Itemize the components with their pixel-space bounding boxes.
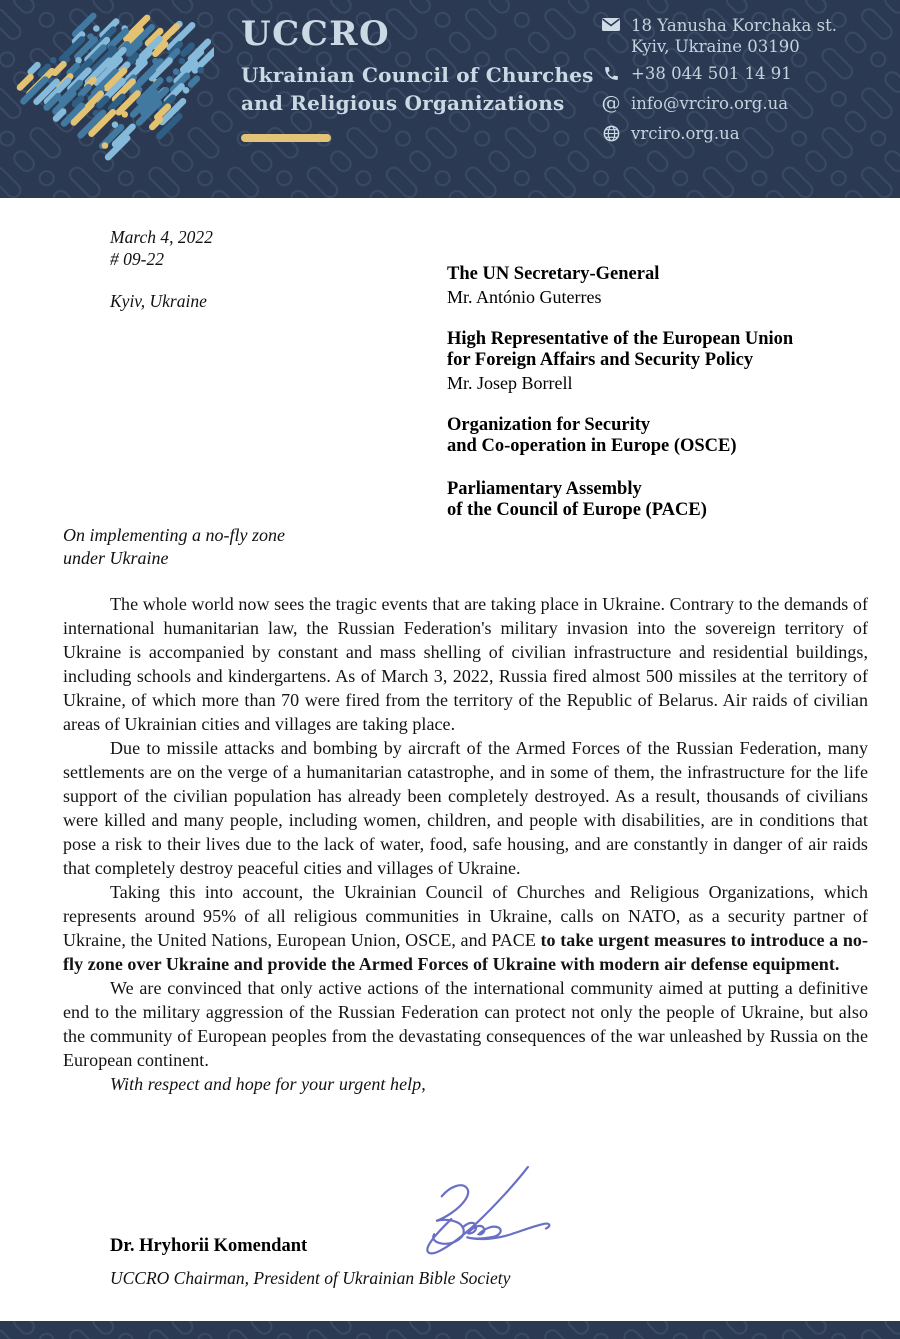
phone-icon [601, 63, 621, 82]
envelope-icon [601, 15, 621, 32]
subject-line: On implementing a no-fly zone under Ukraine [63, 525, 285, 568]
contact-website-row [601, 123, 837, 144]
org-acronym: UCCRO [241, 14, 391, 54]
at-icon: @ [601, 92, 621, 114]
contact-address-row [601, 15, 837, 57]
signer-name: Dr. Hryhorii Komendant [110, 1236, 308, 1256]
paragraph-1: The whole world now sees the tragic events that are taking place in Ukraine. Contrary to the demands of international humanitarian law, the Russian Federation's military invasion into the sovereign territory of Ukraine is accompanied by constant and mass shelling of civilian infrastructure and residential buildings, including schools and kindergartens. As of March 3, 2022, Russia fired almost 500 missiles at the territory of Ukraine, of which more than 70 were fired from the territory of the Republic of Belarus. Air raids of civilian areas of Ukrainian cities and villages are taking place. [63, 594, 868, 734]
brand-block [241, 12, 594, 142]
closing-line: With respect and hope for your urgent help, [110, 1074, 426, 1094]
footer-pattern [0, 1321, 900, 1339]
org-name-line2: and Religious Organizations [241, 91, 565, 115]
contact-email: info@vrciro.org.ua [631, 94, 789, 113]
globe-icon [601, 123, 621, 142]
contact-email-row [601, 93, 837, 114]
footer-bar [0, 1321, 900, 1339]
paragraph-2: Due to missile attacks and bombing by aircraft of the Armed Forces of the Russian Federation, many settlements are on the verge of a humanitarian catastrophe, and in some of them, the infrastructure for the life support of the civilian population has already been completely destroyed. As a result, thousands of civilians were killed and many people, including women, children, and people with disabilities, are in conditions that pose a risk to their lives due to the lack of water, food, safe housing, and are constantly in danger of air raids that completely destroy peaceful cities and villages of Ukraine. [63, 738, 868, 878]
org-name-line1: Ukrainian Council of Churches [241, 63, 594, 87]
recipient-eu: High Representative of the European Union for Foreign Affairs and Security Policy Mr. Josep Borrell [447, 328, 794, 393]
contact-phone-row [601, 63, 837, 84]
letter-text [63, 592, 868, 1096]
contact-address: 18 Yanusha Korchaka st. Kyiv, Ukraine 03190 [631, 16, 837, 56]
signer-title: UCCRO Chairman, President of Ukrainian Bible Society [110, 1268, 511, 1288]
recipient-osce: Organization for Security and Co-operation in Europe (OSCE) [447, 414, 737, 456]
paragraph-3: Taking this into account, the Ukrainian Council of Churches and Religious Organizations, which represents around 95% of all religious communities in Ukraine, calls on NATO, as a security partner of Ukraine, the United Nations, European Union, OSCE, and PACE to take urgent measures to introduce a no-fly zone over Ukraine and provide the Armed Forces of Ukraine with modern air defense equipment. [63, 882, 868, 974]
recipients-block [447, 264, 793, 543]
recipient-un: The UN Secretary-General Mr. António Guterres [447, 264, 660, 307]
contact-website: vrciro.org.ua [631, 124, 740, 143]
paragraph-4: We are convinced that only active actions of the international community aimed at putting a definitive end to the military aggression of the Russian Federation can protect not only the people of Ukraine, but also the community of European peoples from the devastating consequences of the war unleashed by Russia on the European continent. [63, 978, 868, 1070]
recipient-pace: Parliamentary Assembly of the Council of Europe (PACE) [447, 478, 707, 520]
letter-date: March 4, 2022 [110, 227, 213, 247]
paragraph-3-bold-demand: to take urgent measures to introduce a no-fly zone over Ukraine and provide the Armed Forces of Ukraine with modern air defense equipment. [63, 930, 868, 974]
letter-ref-number: # 09-22 [110, 249, 164, 269]
letterhead [0, 0, 900, 198]
signature [383, 1164, 563, 1259]
uccro-ukraine-map-logo [6, 4, 214, 162]
gold-divider [241, 134, 331, 142]
contact-block [601, 15, 837, 144]
date-block [110, 226, 213, 312]
letter-city: Kyiv, Ukraine [110, 291, 207, 311]
contact-phone: +38 044 501 14 91 [631, 64, 792, 83]
